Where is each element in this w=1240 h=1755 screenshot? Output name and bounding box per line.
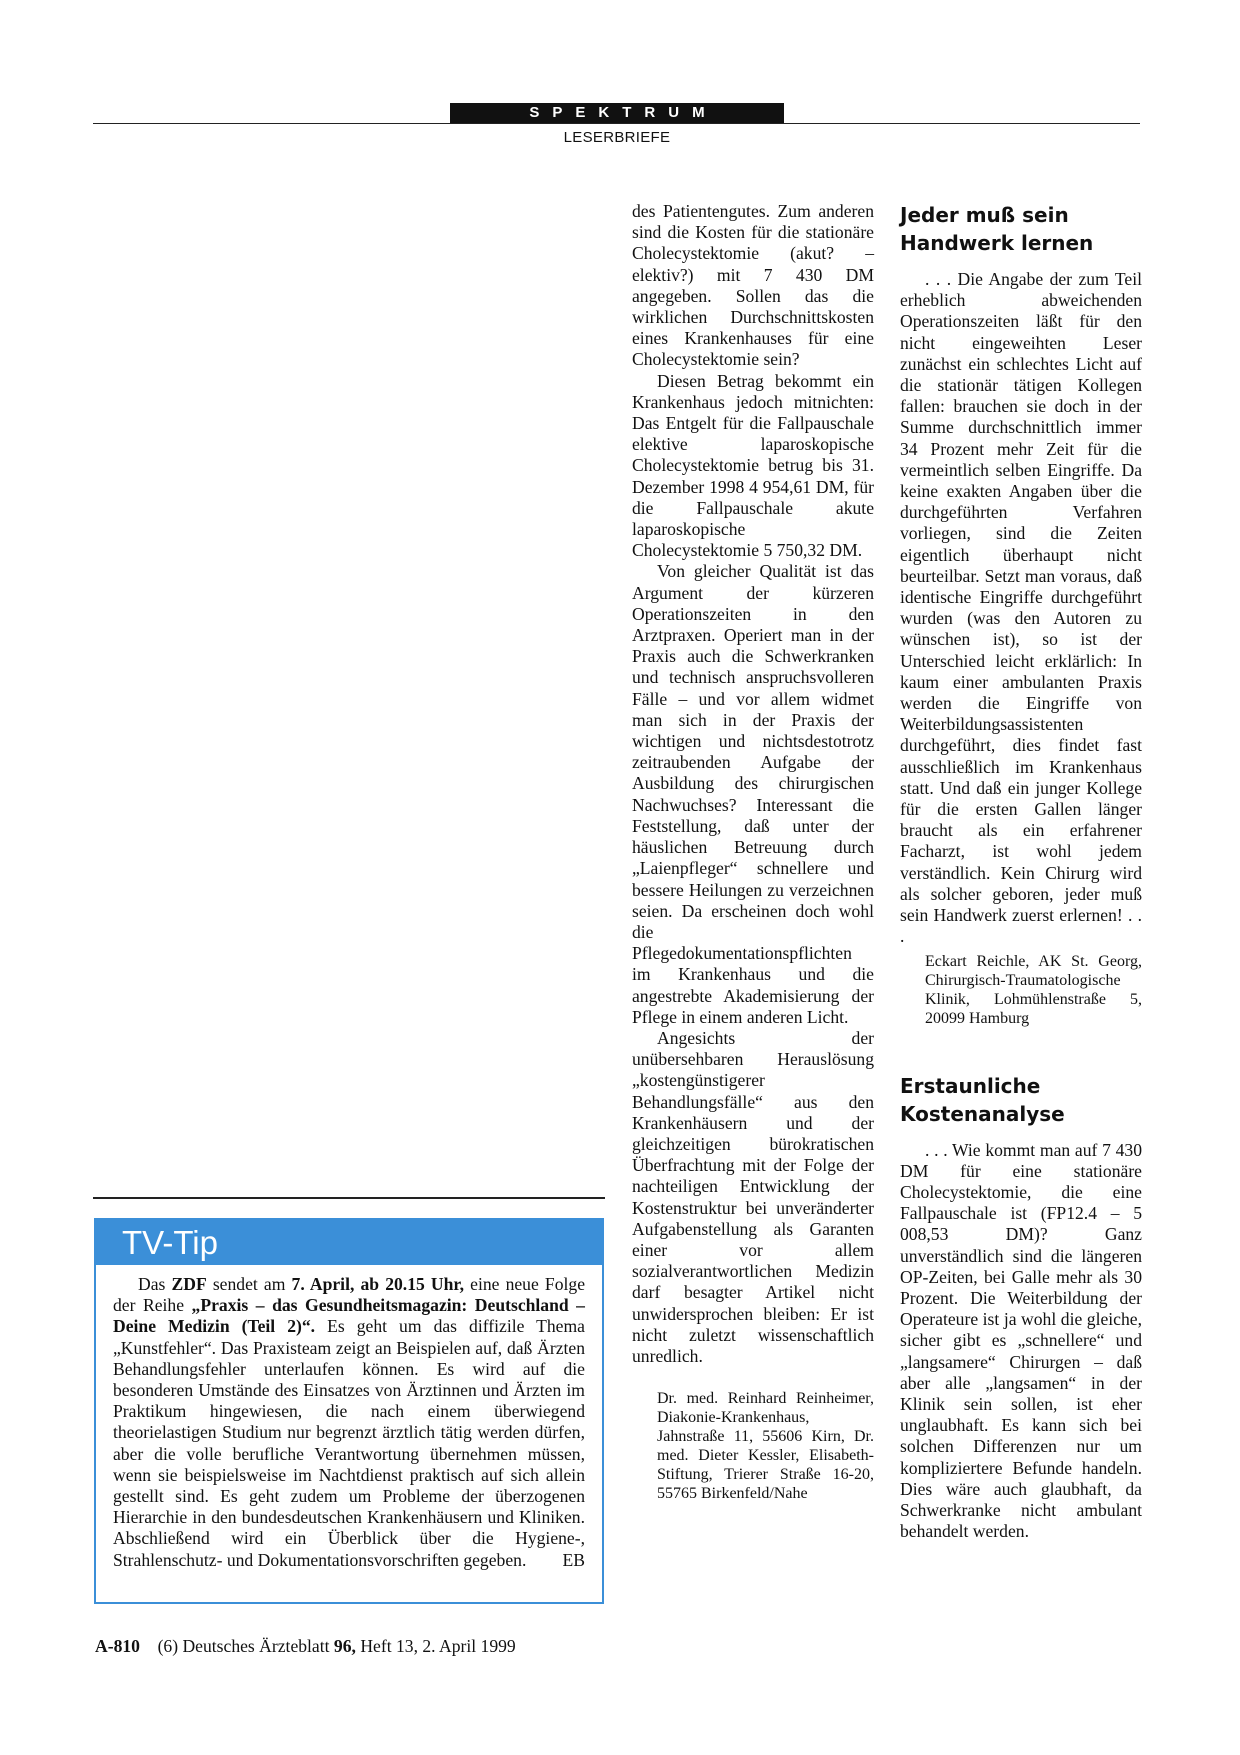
letter-signature: Dr. med. Reinhard Reinheimer, Diakonie-Krankenhaus, Jahnstraße 11, 55606 Kirn, Dr. med. Dieter Kessler, Elisabeth-Stiftung, Trierer Straße 16-20, 55765 Birkenfeld/Nahe (657, 1390, 874, 1503)
letter-headline: Jeder muß sein Handwerk lernen (900, 203, 1094, 255)
author-initials: EB (562, 1549, 585, 1570)
page-number: A-810 (95, 1636, 140, 1656)
paragraph: . . . Wie kommt man auf 7 430 DM für eine stationäre Cholecystektomie, die eine Fallpauschale ist (FP12.4 – 5 008,53 DM)? Ganz unverständlich sind die längeren OP-Zeiten, bei Galle mehr als 30 Prozent. Die Weiterbildung der Operateure ist ja wohl die gleiche, sicher gibt es „schnellere“ und „langsamere“ Chirurgen – daß aber alle „langsamen“ in der Klinik sein sollen, ist eher unglaubhaft. Es kann sich bei solchen Differenzen nur um kompliziertere Befunde handeln. Dies wäre auch glaubhaft, da Schwerkranke nicht ambulant behandelt werden. (900, 1139, 1142, 1542)
paragraph: Von gleicher Qualität ist das Argument der kürzeren Operationszeiten in den Arztpraxen. Operiert man in der Praxis auch die Schwerkranken und technisch anspruchsvolleren Fälle – und vor allem widmet man sich in der Praxis der wichtigen und nichtsdestotrotz zeitraubenden Aufgabe der Ausbildung des chirurgischen Nachwuchses? Interessant die Feststellung, daß unter der häuslichen Betreuung durch „Laienpfleger“ schnellere und bessere Heilungen zu verzeichnen seien. Da erscheinen doch wohl die Pflegedokumentationspflichten im Krankenhaus und die angestrebte Akademisierung der Pflege in einem anderen Licht. (632, 561, 874, 1027)
paragraph: des Patientengutes. Zum anderen sind die Kosten für die stationäre Cholecystektomie (akut? – elektiv?) mit 7 430 DM angegeben. Sollen das die wirklichen Durchschnittskosten eines Krankenhauses für eine Cholecystektomie sein? (632, 201, 874, 370)
paragraph: . . . Die Angabe der zum Teil erheblich abweichenden Operationszeiten läßt für den nicht eingeweihten Leser zunächst ein schlechtes Licht auf die stationär tätigen Kollegen fallen: brauchen sie doch in der Summe durchschnittlich immer 34 Prozent mehr Zeit für die vermeintlich selben Eingriffe. Da keine exakten Angaben über die durchgeführten Verfahren vorliegen, sind die Zeiten eigentlich überhaupt nicht beurteilbar. Setzt man voraus, daß identische Eingriffe durchgeführt wurden (was den Autoren zu wünschen ist), so ist der Unterschied leicht erklärlich: In kaum einer ambulanten Praxis werden die Eingriffe von Weiterbildungsassistenten durchgeführt, dies findet fast ausschließlich im Krankenhaus statt. Und daß ein junger Kollege für die ersten Gallen länger braucht als ein erfahrener Facharzt, ist wohl jedem verständlich. Kein Chirurg wird als solcher geboren, jeder muß sein Handwerk zuerst erlernen! . . . (900, 269, 1142, 947)
tv-tip-box (94, 1218, 604, 1604)
tv-tip-title: TV-Tip (96, 1220, 602, 1265)
tv-tip-text: Das ZDF sendet am 7. April, ab 20.15 Uhr, eine neue Folge der Reihe „Praxis – das Gesundheitsmagazin: Deutschland – Deine Medizin (Teil 2)“. Es geht um das diffizile Thema „Kunstfehler“. Das Praxisteam zeigt an Beispielen auf, daß Ärzten Behandlungsfehler unterlaufen können. Es wird auf die besonderen Umstände des Einsatzes von Ärztinnen und Ärzten im Praktikum hingewiesen, die nach einem überwiegend theorielastigen Studium nur begrenzt ärztlich tätig werden dürfen, aber die volle berufliche Verantwortung übernehmen müssen, wenn sie beispielsweise im Nachtdienst praktisch auf sich allein gestellt sind. Es geht zudem um Probleme der überzogenen Hierarchie in den bundesdeutschen Krankenhäusern und Kliniken. Abschließend wird ein Überblick über die Hygiene-, Strahlenschutz- und Dokumentationsvorschriften gegeben. EB (113, 1274, 586, 1570)
header-rule (93, 123, 1140, 124)
page-footer: A-810 (6) Deutsches Ärzteblatt 96, Heft 13, 2. April 1999 (95, 1636, 516, 1656)
paragraph: Angesichts der unübersehbaren Herauslösung „kostengünstigerer Behandlungsfälle“ aus den Krankenhäusern und der gleichzeitigen bürokratischen Überfrachtung mit der Folge der nachteiligen Entwicklung der Kostenstruktur bei unveränderter Aufgabenstellung als Garanten einer vor allem sozialverantwortlichen Medizin darf besagter Artikel nicht unwidersprochen bleiben: Er ist nicht zuletzt wissenschaftlich unredlich. (632, 1027, 874, 1366)
letter-headline: Erstaunliche Kostenanalyse (900, 1073, 1065, 1126)
section-subtitle: LESERBRIEFE (563, 129, 671, 146)
tv-tip-rule (93, 1197, 605, 1199)
column-middle (632, 201, 874, 1503)
paragraph: Diesen Betrag bekommt ein Krankenhaus jedoch mitnichten: Das Entgelt für die Fallpauschale elektive laparoskopische Cholecystektomie betrug bis 31. Dezember 1998 4 954,61 DM, für die Fallpauschale akute laparoskopische Cholecystektomie 5 750,32 DM. (632, 370, 874, 561)
column-right (900, 201, 1142, 1542)
section-title: SPEKTRUM (450, 103, 784, 123)
letter-signature: Eckart Reichle, AK St. Georg, Chirurgisch-Traumatologische Klinik, Lohmühlenstraße 5, 20099 Hamburg (925, 952, 1142, 1027)
